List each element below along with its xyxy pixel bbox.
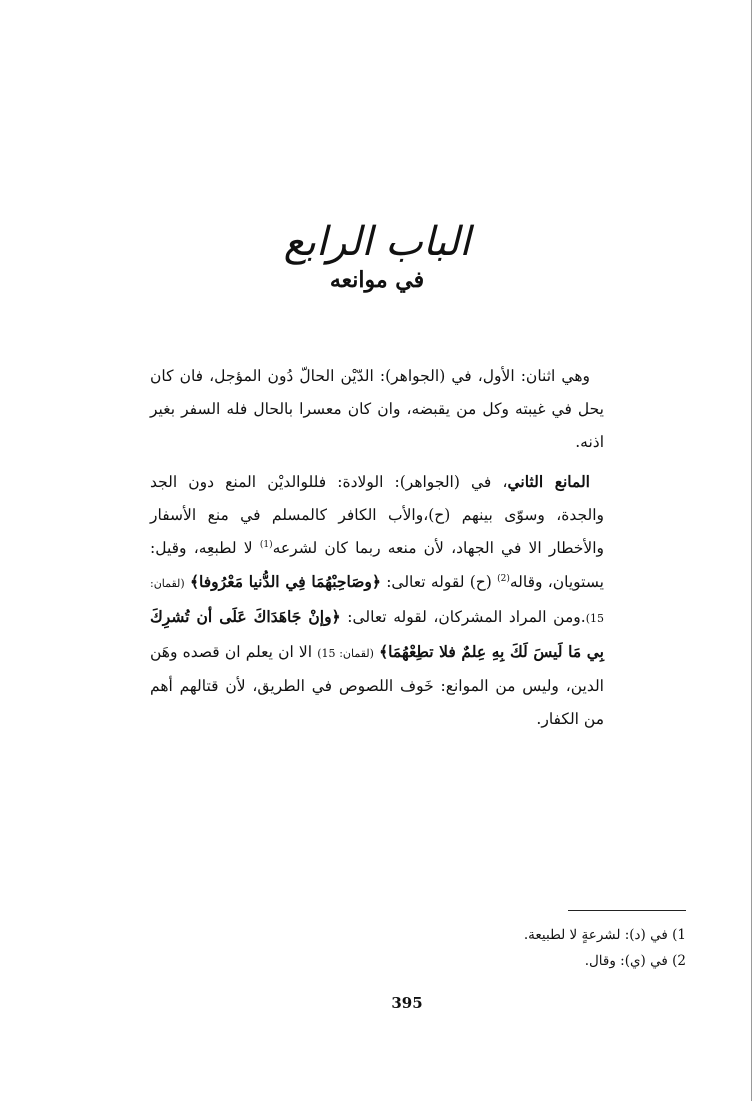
footnote-1-number: 1) [672, 927, 686, 943]
footnote-2-number: 2) [672, 953, 686, 969]
scan-edge-line [751, 0, 752, 1101]
page-number: 395 [391, 994, 423, 1012]
footnote-1 [380, 922, 686, 948]
footnote-1-text: في (د): لشرعةٍ لا لطبيعة. [523, 927, 668, 943]
paragraph-2-text-d: .ومن المراد المشركان، لقوله تعالى: [340, 608, 586, 626]
paragraph-1 [150, 360, 604, 459]
chapter-subtitle: في موانعه [329, 267, 425, 293]
quran-verse-2: ﴿وإنْ جَاهَدَاكَ عَلَى أن تُشرِكَ بِي مَا لَيسَ لَكَ بِهِ عِلمٌ فلا تطِعْهُمَا﴾ [150, 607, 604, 661]
chapter-title: الباب الرابع [283, 219, 471, 265]
paragraph-2-lead: المانع الثاني [507, 472, 590, 491]
paragraph-2 [150, 465, 604, 736]
footnotes [380, 922, 686, 974]
paragraph-2-text-a: ، في (الجواهر): الولادة: فللوالديْن المنع دون الجد والجدة، وسوّى بينهم (ح)،والأب الكافر كالمسلم في منع الأسفار والأخطار الا في الجهاد، لأن منعه ربما كان لشرعه [150, 473, 605, 557]
paragraph-1-text: وهي اثنان: الأول، في (الجواهر): الدّيْن الحالّ دُون المؤجل، فان كان يحل في غيبته وكل من يقبضه، وان كان معسرا بالحال فله السفر بغير اذنه. [150, 367, 604, 451]
quran-reference-1: (لقمان: 15) [150, 577, 604, 625]
quran-reference-2: (لقمان: 15) [317, 647, 374, 660]
quran-verse-1: ﴿وصَاحِبْهُمَا فِي الدُّنيا مَعْرُوفا﴾ [189, 572, 381, 591]
body-text [150, 360, 604, 736]
footnote-2 [380, 948, 686, 974]
paragraph-2-text-c: (ح) لقوله تعالى: [380, 573, 498, 591]
footnote-marker-1: (1) [259, 539, 273, 550]
footnote-2-text: في (ي): وقال. [584, 953, 668, 969]
footnote-divider [568, 910, 686, 911]
footnote-marker-2: (2) [497, 573, 510, 584]
paragraph-2-text-e: الا ان يعلم ان قصده وهَن الدين، وليس من الموانع: خَوف اللصوص في الطريق، لأن قتالهم أهم من الكفار. [150, 643, 604, 728]
paragraph-2-text-b: لا لطبعِه، وقيل: يستويان، وقاله [150, 539, 604, 591]
